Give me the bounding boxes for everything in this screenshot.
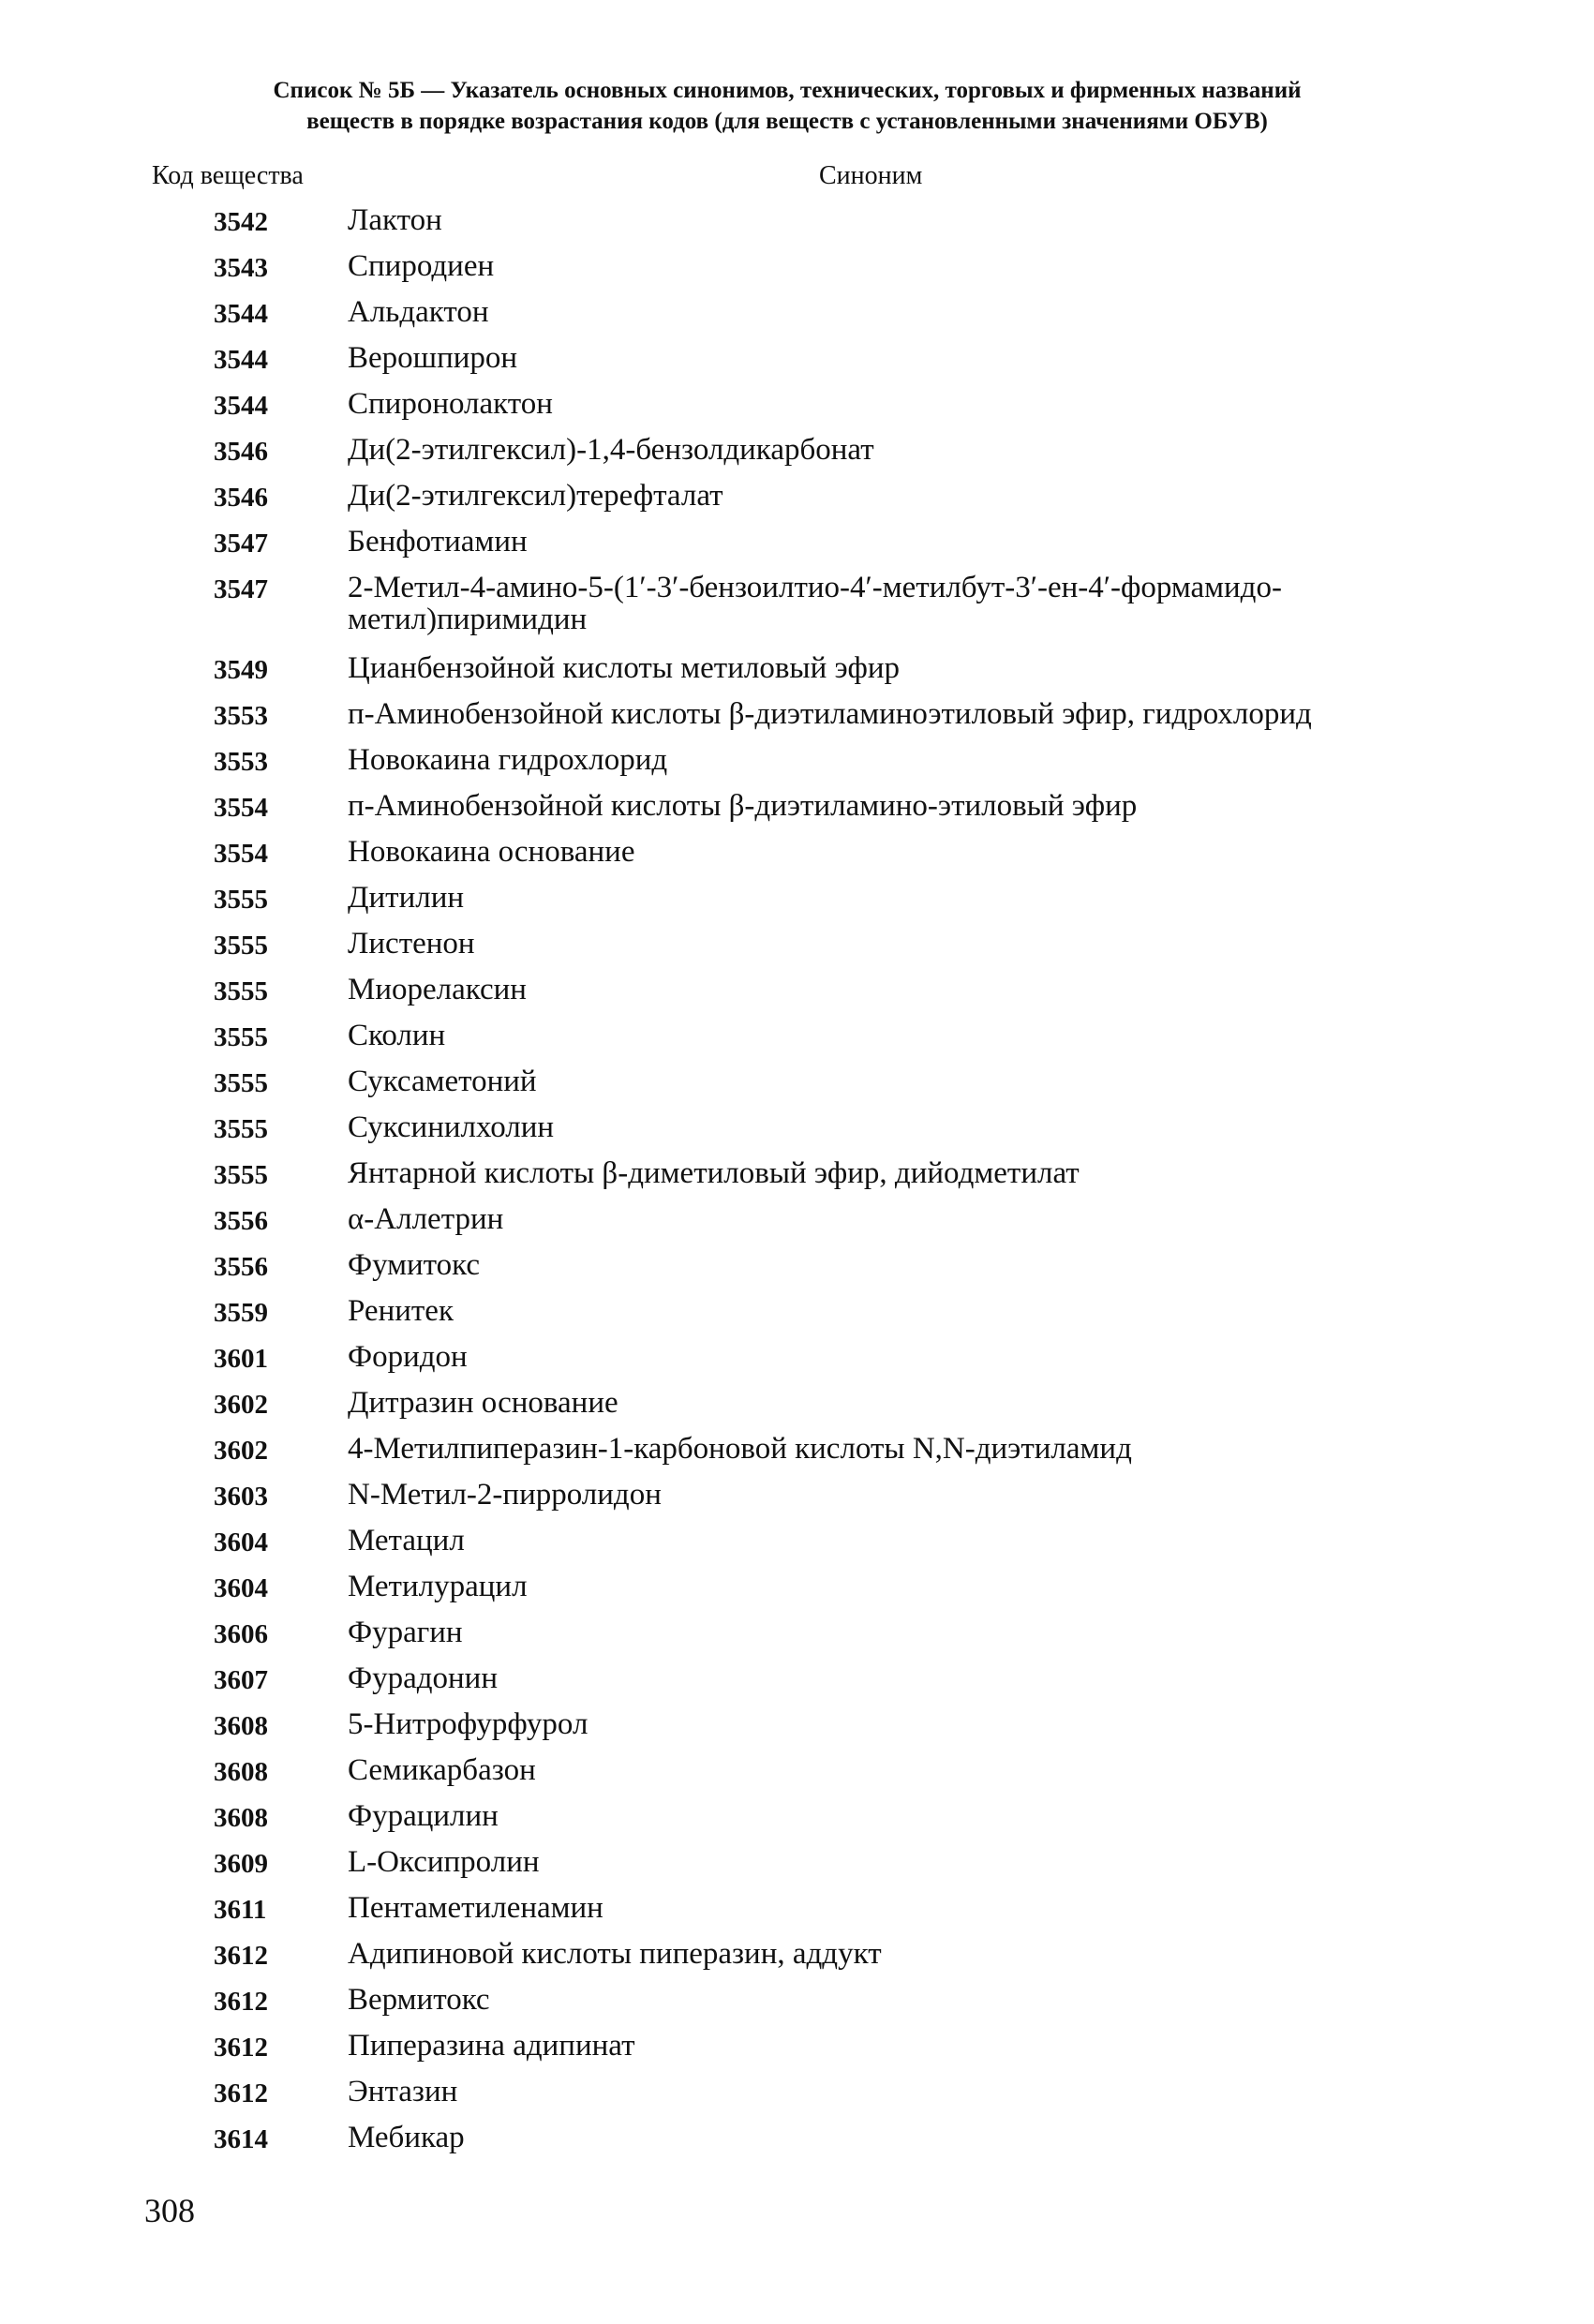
substance-code: 3553 [214,747,268,777]
table-row [0,336,1594,382]
synonym-name: Новокаина основание [348,835,635,869]
substance-code: 3604 [214,1573,268,1603]
synonym-name: Фурадонин [348,1661,498,1695]
substance-code: 3555 [214,1022,268,1052]
substance-code: 3555 [214,1114,268,1144]
table-row [0,1289,1594,1335]
table-row [0,1152,1594,1198]
substance-code: 3607 [214,1665,268,1695]
table-row [0,1840,1594,1886]
synonym-name: 4-Метилпиперазин-1-карбоновой кислоты N,N-диэтиламид [348,1432,1132,1466]
synonym-name: N-Метил-2-пирролидон [348,1478,662,1512]
synonym-name: Миорелаксин [348,973,527,1006]
table-row [0,2024,1594,2070]
substance-code: 3542 [214,207,268,237]
synonym-name: Бенфотиамин [348,525,528,559]
synonym-name: Дитразин основание [348,1386,618,1420]
substance-code: 3604 [214,1527,268,1557]
synonym-table [0,199,1594,2162]
synonym-name: п-Аминобензойной кислоты β-диэтиламиноэтиловый эфир, гидрохлорид [348,697,1312,731]
substance-code: 3602 [214,1390,268,1420]
substance-code: 3608 [214,1757,268,1787]
substance-code: 3547 [214,529,268,559]
synonym-name: Ди(2-этилгексил)терефталат [348,479,723,513]
synonym-name: Суксинилхолин [348,1110,555,1144]
table-row [0,647,1594,693]
substance-code: 3549 [214,655,268,685]
substance-code: 3609 [214,1849,268,1879]
table-row [0,290,1594,336]
table-row [0,2116,1594,2162]
substance-code: 3612 [214,1987,268,2017]
synonym-name: Форидон [348,1340,468,1374]
substance-code: 3559 [214,1298,268,1328]
table-row [0,876,1594,922]
substance-code: 3544 [214,345,268,375]
substance-code: 3553 [214,701,268,731]
substance-code: 3614 [214,2124,268,2154]
substance-code: 3612 [214,1941,268,1971]
synonym-name: Суксаметоний [348,1065,537,1098]
table-row [0,922,1594,968]
table-row [0,474,1594,520]
title-line-1: Список № 5Б — Указатель основных синонимов, технических, торговых и фирменных названий [273,78,1302,103]
table-row [0,428,1594,474]
table-row [0,1519,1594,1565]
table-row [0,830,1594,876]
table-row [0,2070,1594,2116]
column-header-code: Код вещества [152,161,304,190]
table-row [0,968,1594,1014]
synonym-name: Альдактон [348,295,489,329]
table-row [0,1473,1594,1519]
substance-code: 3546 [214,437,268,467]
table-row [0,784,1594,830]
list-title [141,75,1434,137]
page-number: 308 [144,2192,195,2229]
table-row [0,1014,1594,1060]
table-row [0,199,1594,245]
table-row [0,1611,1594,1657]
substance-code: 3608 [214,1711,268,1741]
synonym-name: Вермитокс [348,1983,490,2017]
substance-code: 3555 [214,931,268,961]
table-row [0,1381,1594,1427]
substance-code: 3556 [214,1252,268,1282]
table-row [0,1565,1594,1611]
synonym-name: Новокаина гидрохлорид [348,743,668,777]
synonym-name: α-Аллетрин [348,1202,504,1236]
synonym-name: Спиродиен [348,249,495,283]
synonym-name: Ренитек [348,1294,454,1328]
substance-code: 3547 [214,574,268,604]
synonym-name: Дитилин [348,881,465,915]
substance-code: 3554 [214,793,268,823]
table-row [0,693,1594,738]
substance-code: 3612 [214,2033,268,2063]
synonym-name: Метацил [348,1524,465,1557]
synonym-name: 2-Метил-4-амино-5-(1′-3′-бензоилтио-4′-метилбут-3′-ен-4′-формамидо-метил)пиримидин [348,571,1282,636]
synonym-name: Фурагин [348,1616,463,1649]
synonym-name: Фурацилин [348,1799,499,1833]
table-row [0,1198,1594,1244]
synonym-name: Пиперазина адипинат [348,2029,635,2063]
synonym-name: Ди(2-этилгексил)-1,4-бензолдикарбонат [348,433,874,467]
substance-code: 3546 [214,483,268,513]
table-row [0,1244,1594,1289]
synonym-name: Метилурацил [348,1570,528,1603]
synonym-name: Листенон [348,927,475,961]
synonym-name: Сколин [348,1019,446,1052]
substance-code: 3543 [214,253,268,283]
table-row [0,1749,1594,1795]
table-row [0,1703,1594,1749]
substance-code: 3612 [214,2078,268,2108]
substance-code: 3544 [214,391,268,421]
synonym-name: Цианбензойной кислоты метиловый эфир [348,651,901,685]
synonym-name: Спиронолактон [348,387,553,421]
table-row [0,1886,1594,1932]
substance-code: 3555 [214,976,268,1006]
synonym-name: Мебикар [348,2121,465,2154]
substance-code: 3544 [214,299,268,329]
table-row [0,1335,1594,1381]
table-row [0,738,1594,784]
table-row [0,566,1594,647]
table-row [0,1657,1594,1703]
substance-code: 3556 [214,1206,268,1236]
column-header-synonym: Синоним [819,161,923,190]
substance-code: 3608 [214,1803,268,1833]
synonym-name: L-Оксипролин [348,1845,540,1879]
synonym-name: п-Аминобензойной кислоты β-диэтиламино-этиловый эфир [348,789,1138,823]
synonym-name: Семикарбазон [348,1753,536,1787]
table-row [0,520,1594,566]
synonym-name: Адипиновой кислоты пиперазин, аддукт [348,1937,882,1971]
table-row [0,382,1594,428]
table-row [0,1795,1594,1840]
substance-code: 3555 [214,1160,268,1190]
synonym-name: Лактон [348,203,442,237]
synonym-name: Энтазин [348,2075,458,2108]
table-row [0,1060,1594,1106]
table-row [0,245,1594,290]
substance-code: 3611 [214,1895,267,1925]
substance-code: 3601 [214,1344,268,1374]
substance-code: 3554 [214,839,268,869]
substance-code: 3555 [214,1068,268,1098]
substance-code: 3602 [214,1436,268,1466]
synonym-name: 5-Нитрофурфурол [348,1707,588,1741]
table-row [0,1978,1594,2024]
table-row [0,1106,1594,1152]
substance-code: 3603 [214,1482,268,1512]
substance-code: 3555 [214,885,268,915]
synonym-name: Верошпирон [348,341,518,375]
synonym-name: Пентаметиленамин [348,1891,603,1925]
table-row [0,1427,1594,1473]
synonym-name: Янтарной кислоты β-диметиловый эфир, дийодметилат [348,1156,1080,1190]
table-row [0,1932,1594,1978]
synonym-name: Фумитокс [348,1248,481,1282]
substance-code: 3606 [214,1619,268,1649]
title-line-2: веществ в порядке возрастания кодов (для веществ с установленными значениями ОБУВ) [306,109,1268,134]
